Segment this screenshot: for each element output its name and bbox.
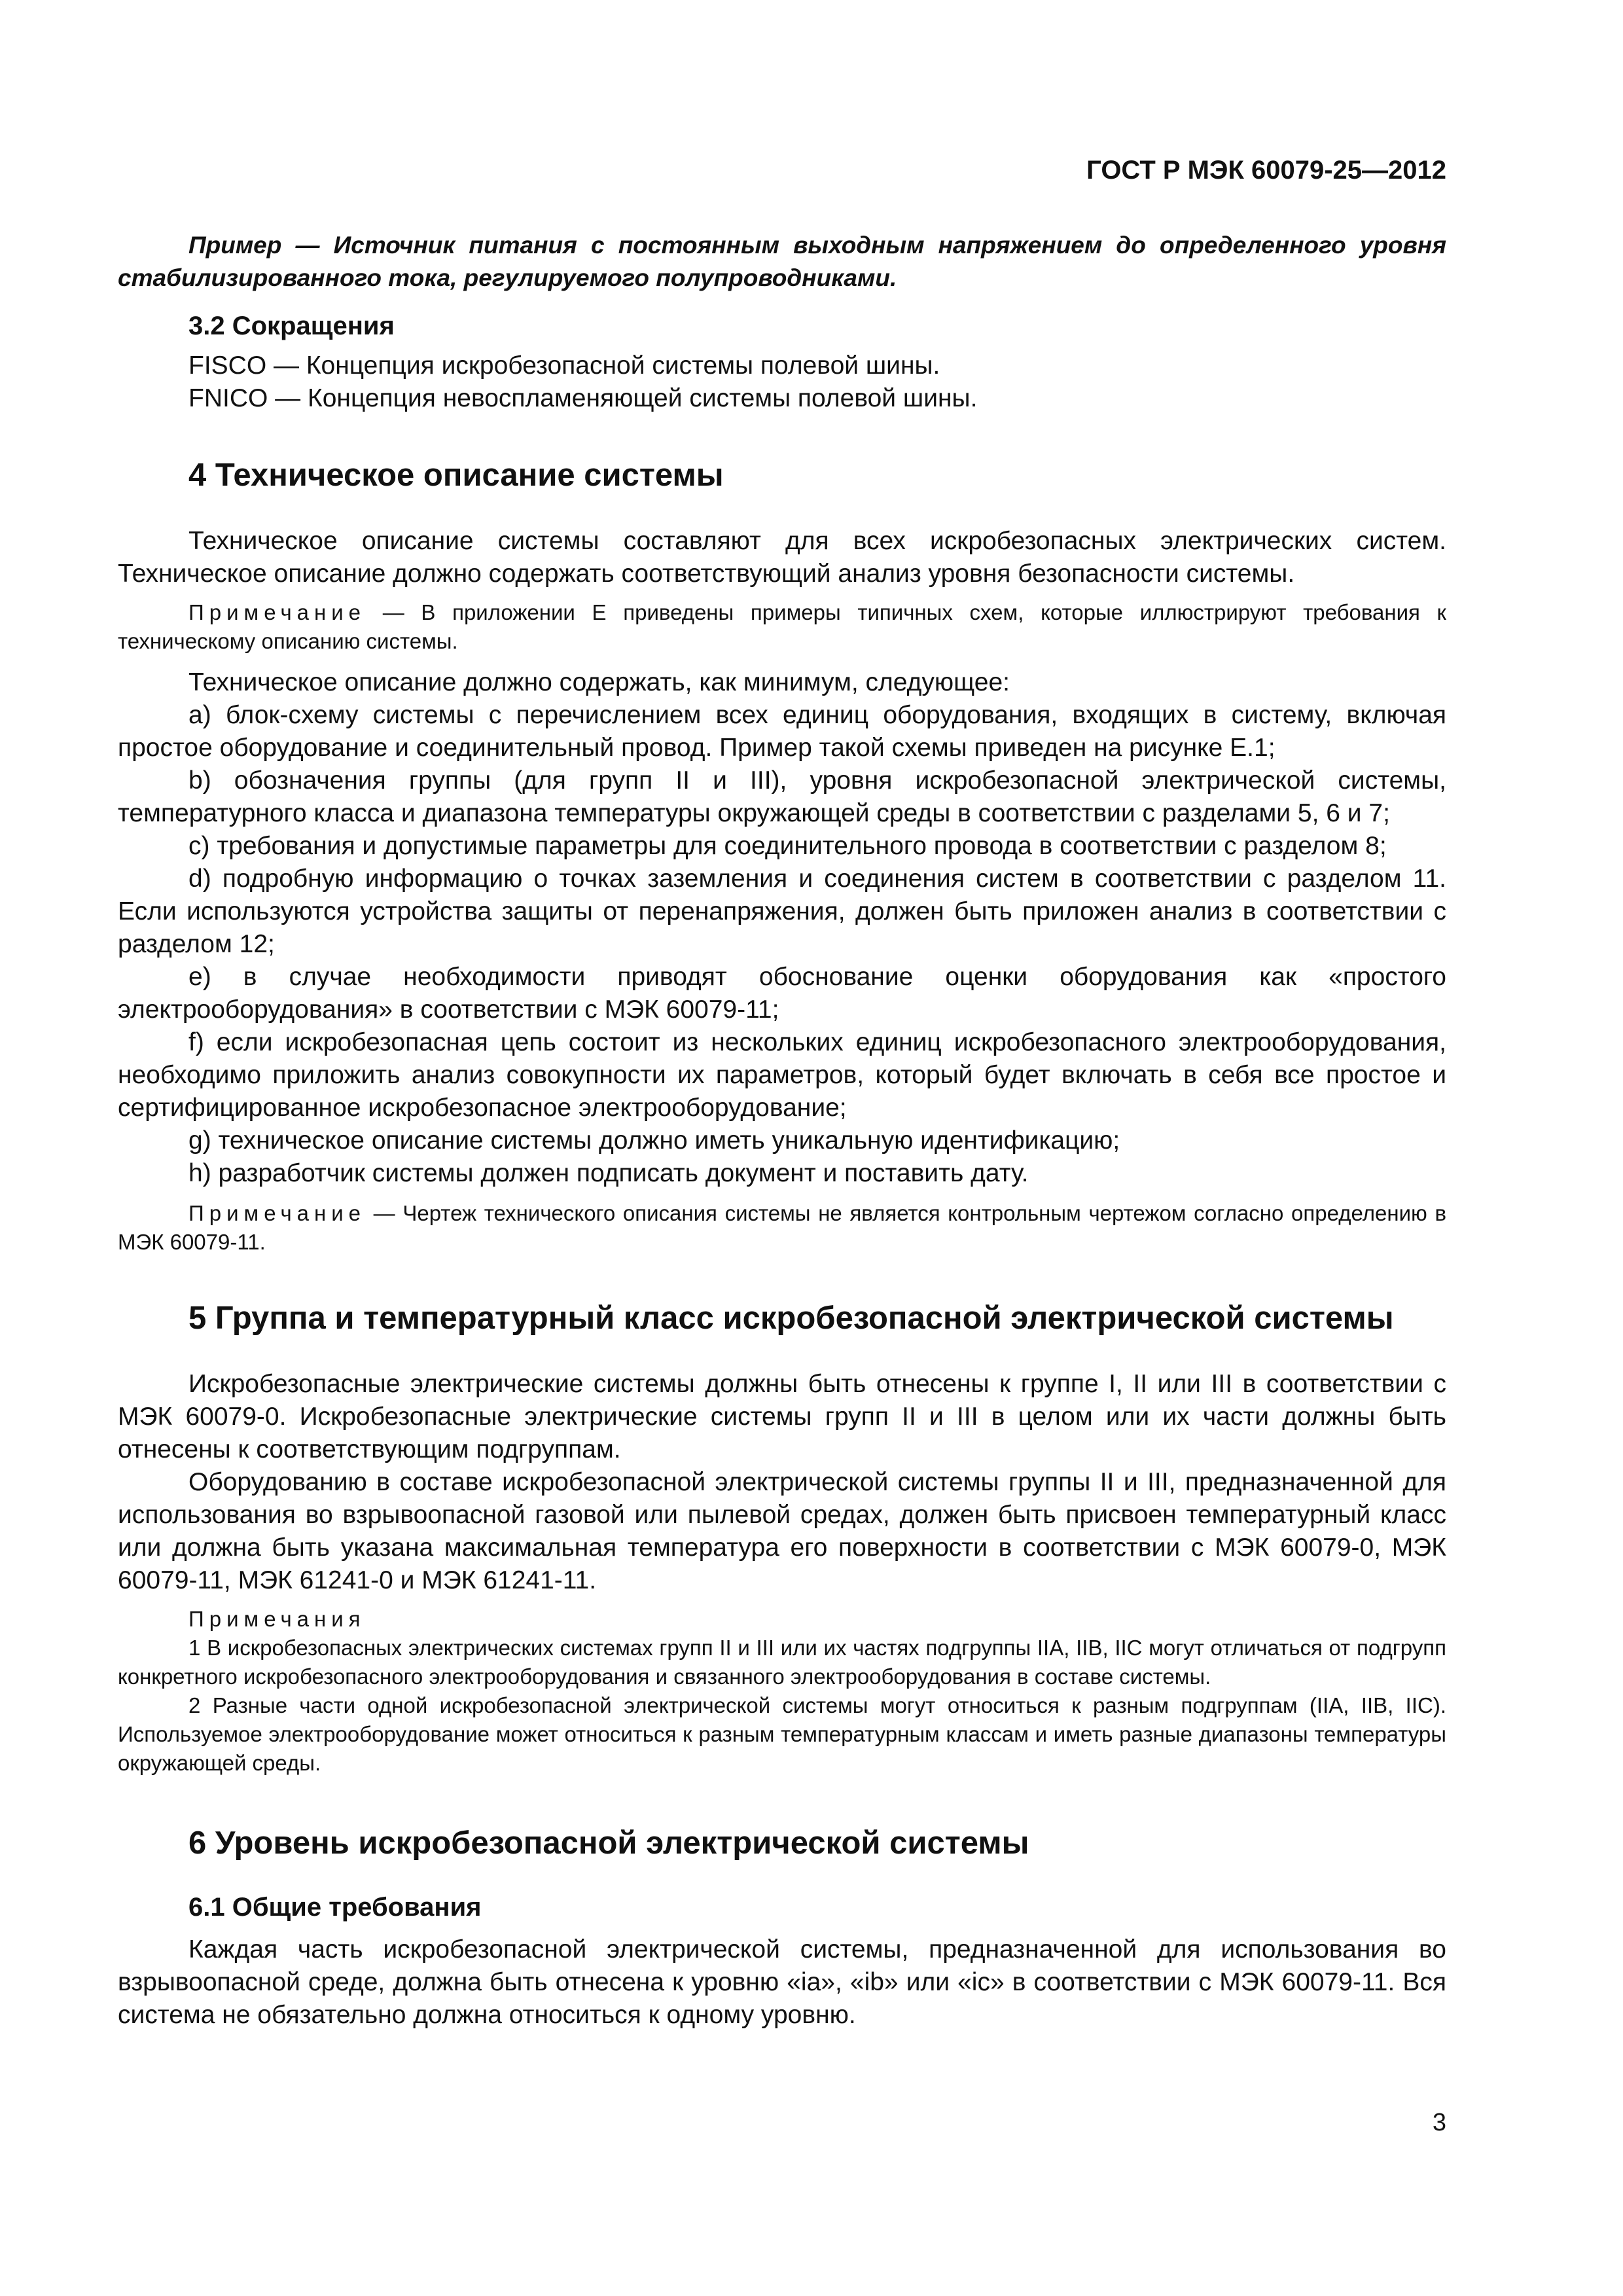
page-number: 3 [1432,2109,1446,2136]
list-item-h: h) разработчик системы должен подписать документ и поставить дату. [188,1159,1029,1187]
section-5-note-2: 2 Разные части одной искробезопасной электрической системы могут относиться к разным подгруппам (IIA, IIB, IIC). Используемое электрооборудование может относиться к разным температурным классам и иметь разные диапазоны температуры окружающей среды. [118,1693,1446,1775]
section-4-intro: Техническое описание должно содержать, как минимум, следующее: [188,668,1010,696]
list-item-b: b) обозначения группы (для групп II и III), уровня искробезопасной электрической системы, температурного класса и диапазона температуры окружающей среды в соответствии с разделами 5, 6 и 7; [118,766,1446,827]
section-4-title: 4 Техническое описание системы [188,457,724,493]
section-5-title: 5 Группа и температурный класс искробезопасной электрической системы [188,1300,1394,1336]
section-5-paragraph-1: Искробезопасные электрические системы должны быть отнесены к группе I, II или III в соответствии с МЭК 60079-0. Искробезопасные электрические системы групп II и III в целом или их части должны быть отнесены к соответствующим подгруппам. [118,1370,1446,1463]
document-header: ГОСТ Р МЭК 60079-25—2012 [1086,156,1446,185]
page-content [118,229,1446,2032]
section-6-title: 6 Уровень искробезопасной электрической системы [188,1825,1029,1861]
example-paragraph: Пример — Источник питания с постоянным выходным напряжением до определенного уровня стабилизированного тока, регулируемого полупроводниками. [118,232,1446,291]
list-item-a: a) блок-схему системы с перечислением всех единиц оборудования, входящих в систему, включая простое оборудование и соединительный провод. Пример такой схемы приведен на рисунке Е.1; [118,701,1446,762]
note-text: — В приложении Е приведены примеры типичных схем, которые иллюстрируют требования к техническому описанию системы. [118,600,1446,653]
section-6-1-title: 6.1 Общие требования [188,1893,482,1922]
list-item-e: e) в случае необходимости приводят обоснование оценки оборудования как «простого электрооборудования» в соответствии с МЭК 60079-11; [118,963,1446,1024]
section-4-note-1 [118,598,1446,656]
note-label: Примечание [188,1201,366,1225]
list-item-f: f) если искробезопасная цепь состоит из нескольких единиц искробезопасного электрооборудования, необходимо приложить анализ совокупности их параметров, который будет включать в себя все простое и сертифицированное искробезопасное электрооборудование; [118,1028,1446,1122]
section-5-note-1: 1 В искробезопасных электрических системах групп II и III или их частях подгруппы IIA, IIB, IIC могут отличаться от подгрупп конкретного искробезопасного электрооборудования и связанного электрооборудования в составе системы. [118,1636,1446,1689]
section-5-notes-label: Примечания [188,1607,366,1631]
section-6-1-paragraph: Каждая часть искробезопасной электрической системы, предназначенной для использования во взрывоопасной среде, должна быть отнесена к уровню «ia», «ib» или «ic» в соответствии с МЭК 60079-11. Вся система не обязательно должна относиться к одному уровню. [118,1935,1446,2029]
abbreviation-fisco: FISCO — Концепция искробезопасной системы полевой шины. [188,351,940,380]
section-4-note-2 [118,1199,1446,1257]
note-text: — Чертеж технического описания системы не является контрольным чертежом согласно определению в МЭК 60079-11. [118,1201,1446,1254]
list-item-d: d) подробную информацию о точках заземления и соединения систем в соответствии с разделом 11. Если используются устройства защиты от перенапряжения, должен быть приложен анализ в соответствии с разделом 12; [118,865,1446,958]
list-item-g: g) техническое описание системы должно иметь уникальную идентификацию; [188,1126,1120,1155]
section-3-2-title: 3.2 Сокращения [188,312,395,340]
note-label: Примечание [188,600,366,624]
abbreviation-fnico: FNICO — Концепция невоспламеняющей системы полевой шины. [188,384,978,412]
section-4-paragraph: Техническое описание системы составляют для всех искробезопасных электрических систем. Техническое описание должно содержать соответствующий анализ уровня безопасности системы. [118,527,1446,588]
section-5-paragraph-2: Оборудованию в составе искробезопасной электрической системы группы II и III, предназначенной для использования во взрывоопасной газовой или пылевой средах, должен быть присвоен температурный класс или должна быть указана максимальная температура его поверхности в соответствии с МЭК 60079-0, МЭК 60079-11, МЭК 61241-0 и МЭК 61241-11. [118,1468,1446,1594]
list-item-c: c) требования и допустимые параметры для соединительного провода в соответствии с разделом 8; [188,832,1387,860]
